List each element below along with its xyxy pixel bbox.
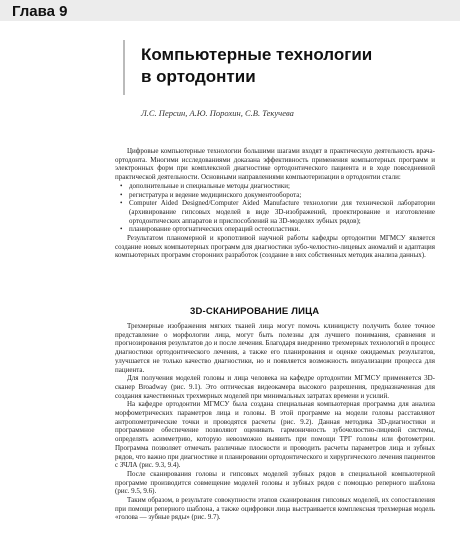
section-paragraph-2: Для получения моделей головы и лица человека на кафедре ортодонтии МГМСУ применяется 3D-сканер Broadway (рис. 9.1). Это оптическая видеокамера высокого разрешения, предназначенная для создания качественных трехмерных моделей при минимальных затратах времени и усилий. bbox=[115, 374, 435, 400]
chapter-title-line1: Компьютерные технологии bbox=[141, 45, 373, 64]
scanning-section bbox=[115, 322, 435, 522]
intro-section bbox=[115, 147, 435, 260]
authors: Л.С. Персин, А.Ю. Порохин, С.В. Текучева bbox=[141, 108, 294, 118]
section-paragraph-1: Трехмерные изображения мягких тканей лица могут помочь клиницисту получить более точное представление о морфологии лица, могут быть полезны для лучшего понимания, сравнения и прогнозирования результатов до и после лечения. Благодаря внедрению трехмерных технологий в процесс диагностики ортодонтического лечения, а также его планирования и оценке ожидаемых результатов, улучшается не только качество диагностики, но и появляется возможность визуализации процесса для пациента. bbox=[115, 322, 435, 374]
bullet-item: • дополнительные и специальные методы диагностики; bbox=[129, 182, 435, 191]
title-rule bbox=[123, 40, 125, 95]
section-paragraph-4: После сканирования головы и гипсовых моделей зубных рядов в специальной компьютерной программе производится совмещение моделей головы и зубных рядов с помощью реперного шаблона (рис. 9.5, 9.6). bbox=[115, 469, 435, 496]
section-paragraph-3: На кафедре ортодонтии МГМСУ была создана специальная компьютерная программа для анализа морфометрических параметров лица и головы. В этой программе на модели головы расставляют антропометрические точки и проводятся расчеты (рис. 9.2). Данная методика 3D-диагностики и программное обеспечение позволяют оценивать гармоничность зубочелюстно-лицевой системы, определять асимметрию, которую невозможно выявить при помощи ТРГ головы или фотометрии. Программа позволяет отмечать различные плоскости и проводить расчеты параметров лица и зубных рядов, что важно при диагностике и планировании ортодонтического и хирургического лечения пациентов с ЗЧЛА (рис. 9.3, 9.4). bbox=[115, 400, 435, 470]
chapter-title bbox=[141, 44, 441, 88]
chapter-header-bar bbox=[0, 0, 460, 21]
bullet-item: • планирование ортогнатических операций остеопластики. bbox=[129, 225, 435, 234]
section-paragraph-5: Таким образом, в результате совокупности этапов сканирования гипсовых моделей, их сопоставления при помощи реперного шаблона, а также оцифровки лица выстраивается комплексная трехмерная модель «голова — зубные ряды» (рис. 9.7). bbox=[115, 496, 435, 522]
chapter-label: Глава 9 bbox=[12, 3, 68, 20]
bullet-item: • регистратура и ведение медицинского документооборота; bbox=[129, 191, 435, 200]
section-heading: 3D-СКАНИРОВАНИЕ ЛИЦА bbox=[190, 306, 320, 317]
intro-paragraph-2: Результатом планомерной и кропотливой научной работы кафедры ортодонтии МГМСУ является создание новых компьютерных программ для диагностики зубо-челюстно-лицевых аномалий и адаптация компьютерных программ сторонних разработок (создание в них собственных методик анализа данных). bbox=[115, 234, 435, 260]
intro-paragraph-1: Цифровые компьютерные технологии большими шагами входят в практическую деятельность врача-ортодонта. Многими исследованиями доказана эффективность применения компьютерных программ и электронных форм при комплексной диагностике ортодонтического пациента и в ходе повседневной практической деятельности. Основными направлениями компьютеризации в ортодонтии стали: bbox=[115, 147, 435, 182]
bullet-item: • Computer Aided Designed/Computer Aided Manufacture технологии для технической лаборатории (архивирование гипсовых моделей в виде 3D-изображений, проектирование и изготовление ортодонтических аппаратов и приспособлений на 3D-моделях зубных рядов); bbox=[129, 199, 435, 225]
chapter-title-line2: в ортодонтии bbox=[141, 67, 256, 86]
intro-bullet-list bbox=[115, 182, 435, 234]
